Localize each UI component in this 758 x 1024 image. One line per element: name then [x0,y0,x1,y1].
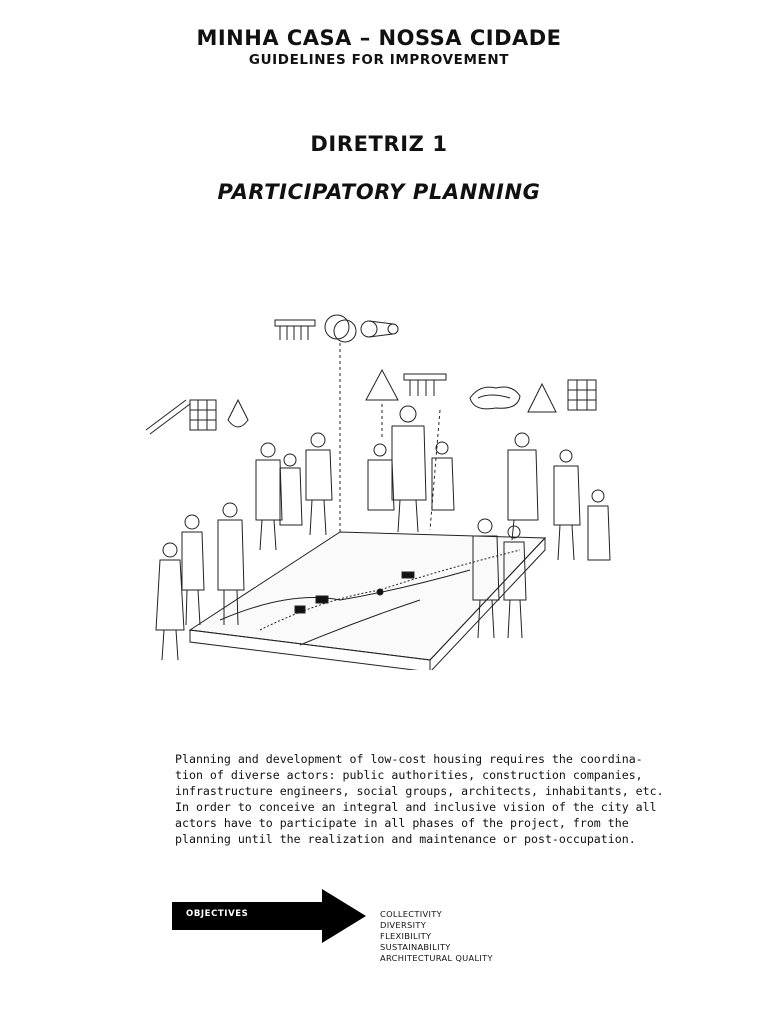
body-line: infrastructure engineers, social groups, architects, inhabitants, etc. [175,784,664,798]
body-line: actors have to participate in all phases of the project, from the [175,816,629,830]
participatory-planning-illustration [140,300,620,670]
objective-item: FLEXIBILITY [380,931,432,941]
rings-icon [325,315,356,342]
objective-item: COLLECTIVITY [380,909,442,919]
water-drop-icon [228,400,248,427]
body-line: planning until the realization and maintenance or post-occupation. [175,832,636,846]
objective-item: SUSTAINABILITY [380,942,451,952]
grid-icon-left [190,400,216,430]
terrain-icon [470,387,520,409]
body-line: tion of diverse actors: public authorities, construction companies, [175,768,643,782]
theme-heading: PARTICIPATORY PLANNING [217,180,541,204]
triangle-icon [366,370,398,400]
objectives-list [380,909,493,964]
body-paragraph [175,751,664,847]
objectives-label: OBJECTIVES [186,909,249,919]
bridge-icon [275,320,315,340]
ramp-icon [146,400,190,434]
bridge-icon-2 [404,374,446,396]
bicycle-icon [361,321,398,337]
triangle-icon-2 [528,384,556,412]
body-line: In order to conceive an integral and inclusive vision of the city all [175,800,657,814]
body-line: Planning and development of low-cost housing requires the coordina- [175,752,643,766]
document-title: MINHA CASA – NOSSA CIDADE [196,26,562,50]
grid-icon-right [568,380,596,410]
directive-heading: DIRETRIZ 1 [310,132,448,156]
document-subtitle: GUIDELINES FOR IMPROVEMENT [248,52,510,68]
objective-item: ARCHITECTURAL QUALITY [380,953,493,963]
objective-item: DIVERSITY [380,920,427,930]
